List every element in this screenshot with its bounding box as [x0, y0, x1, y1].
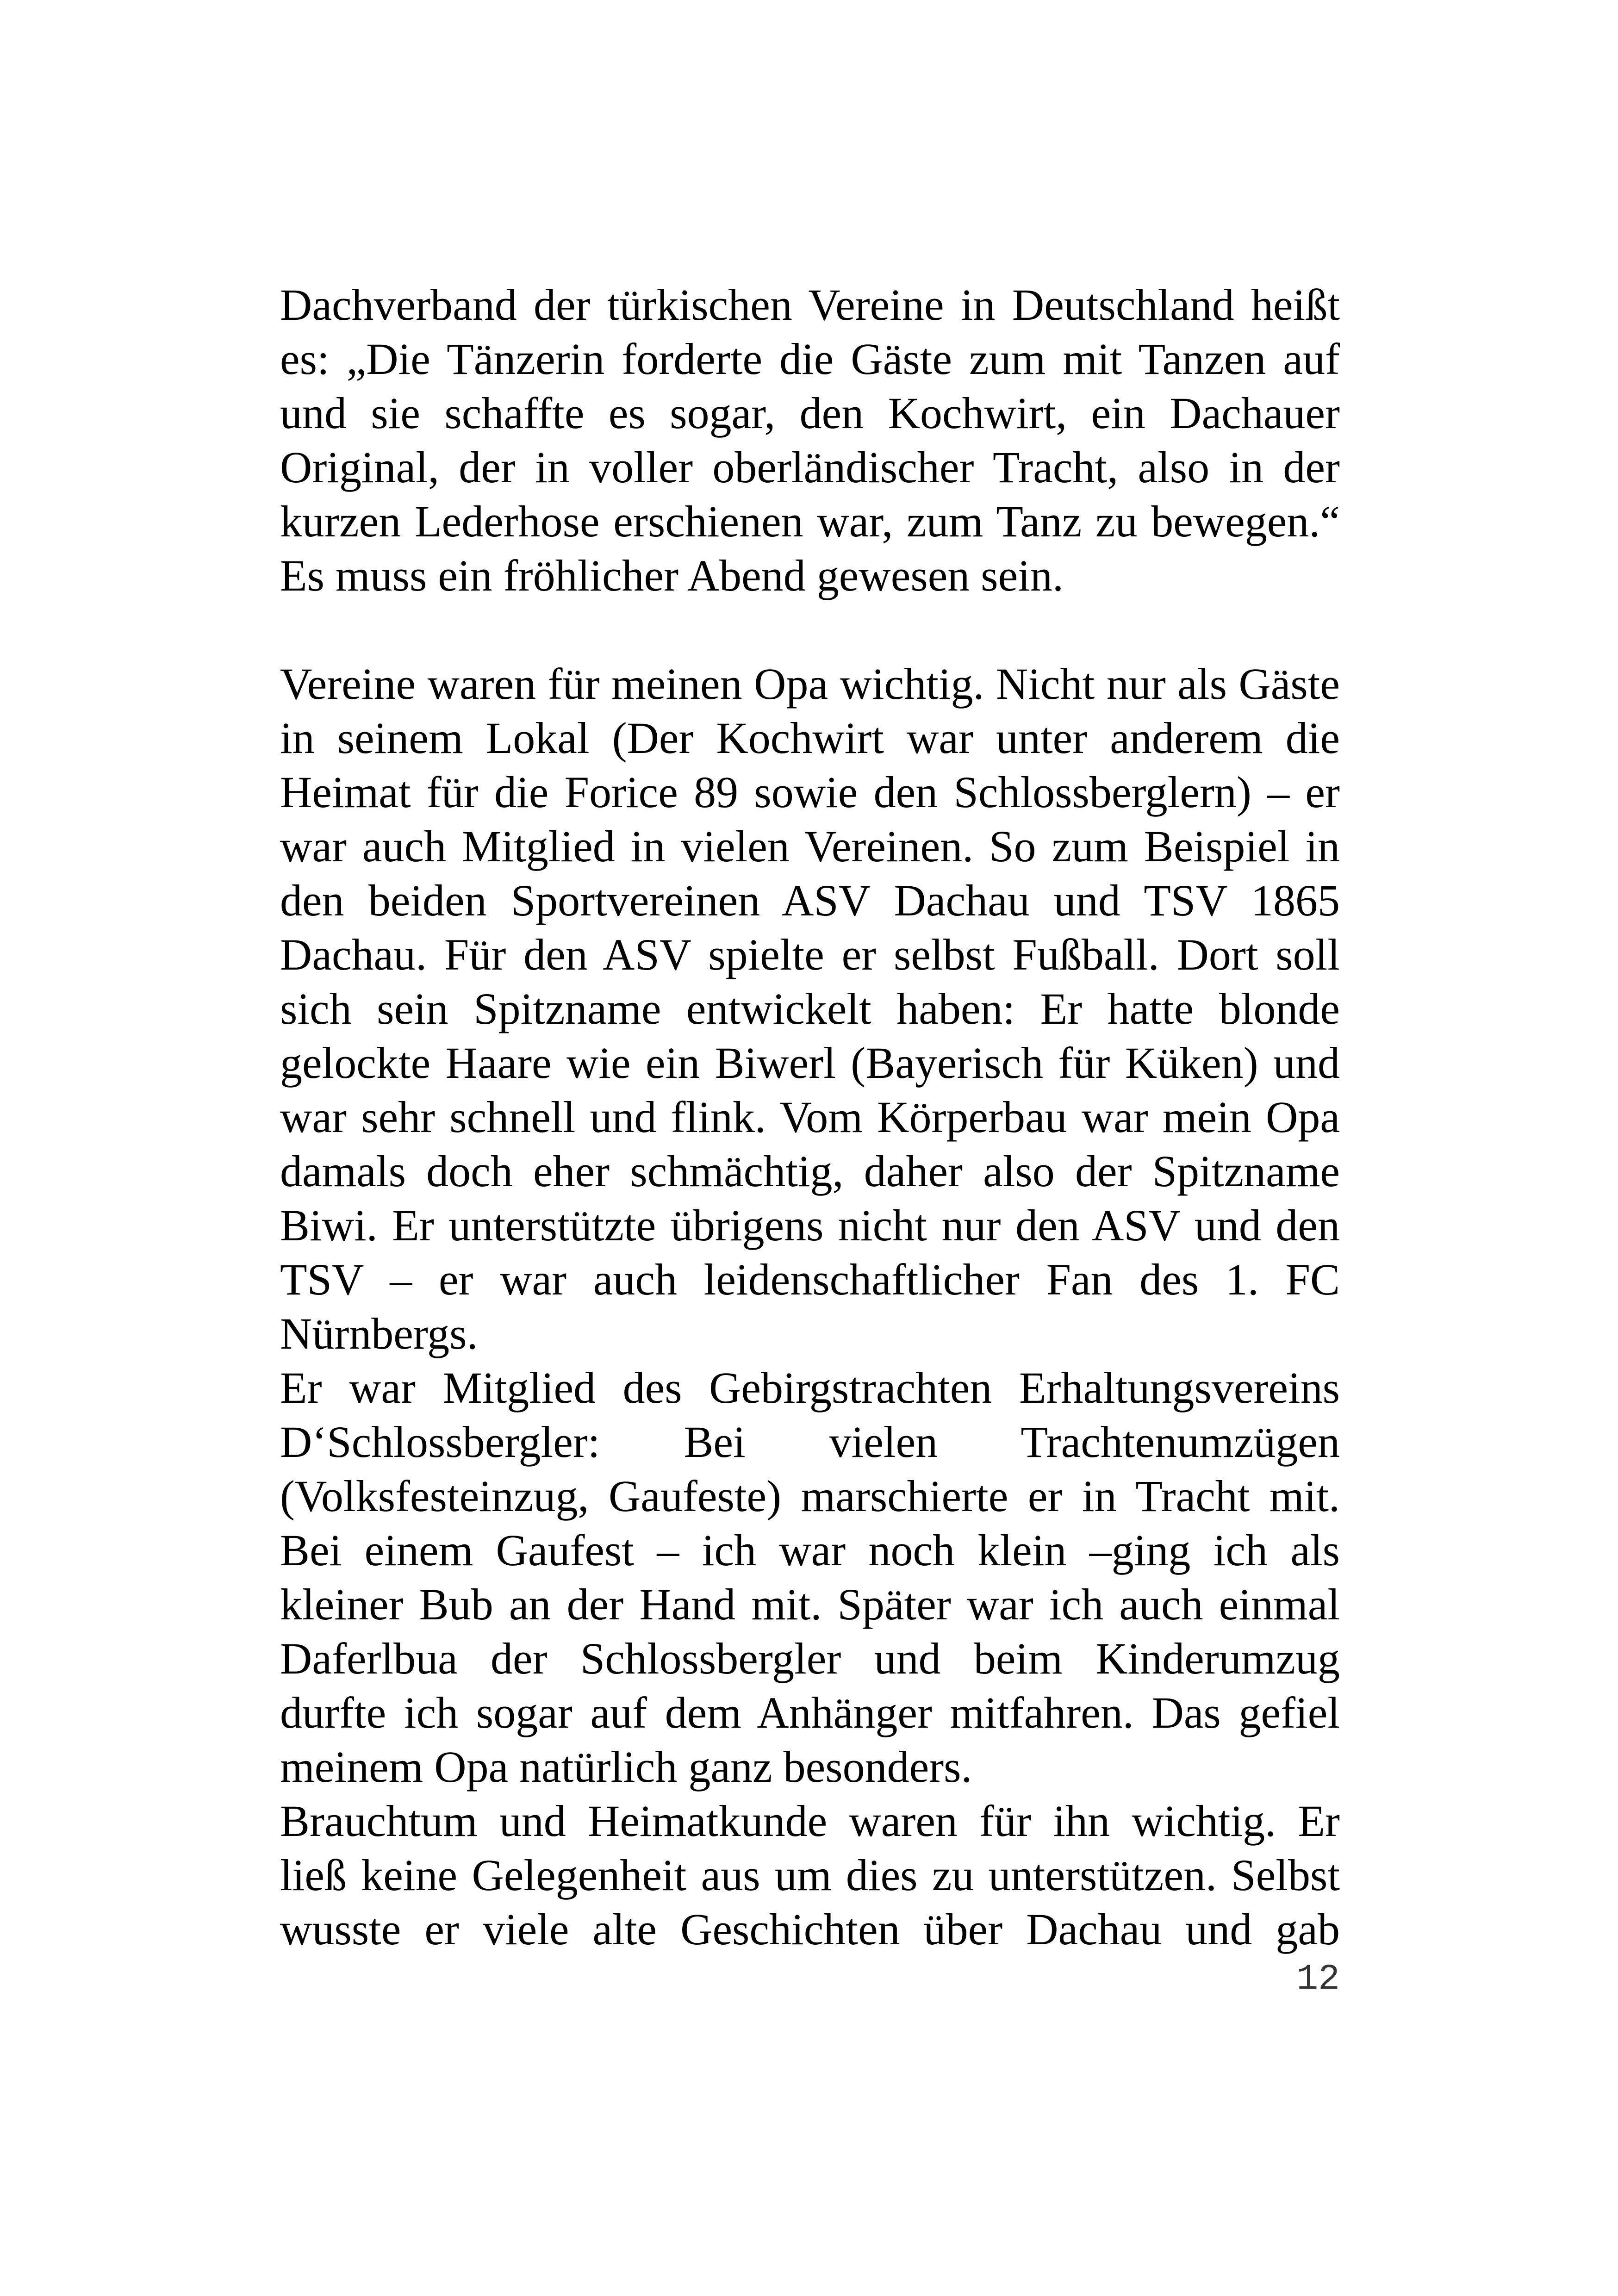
- paragraph-2: Vereine waren für meinen Opa wichtig. Nicht nur als Gäste in seinem Lokal (Der Kochwirt war unter anderem die Heimat für die Forice 89 sowie den Schlossberglern) – er war auch Mitglied in vielen Vereinen. So zum Beispiel in den beiden Sportvereinen ASV Dachau und TSV 1865 Dachau. Für den ASV spielte er selbst Fußball. Dort soll sich sein Spitzname entwickelt haben: Er hatte blonde gelockte Haare wie ein Biwerl (Bayerisch für Küken) und war sehr schnell und flink. Vom Körperbau war mein Opa damals doch eher schmächtig, daher also der Spitzname Biwi. Er unterstützte übrigens nicht nur den ASV und den TSV – er war auch leidenschaftlicher Fan des 1. FC Nürnbergs.: [280, 659, 1340, 1358]
- paragraph-3: Er war Mitglied des Gebirgstrachten Erhaltungsvereins D‘Schlossbergler: Bei vielen Trachtenumzügen (Volksfesteinzug, Gaufeste) marschierte er in Tracht mit. Bei einem Gaufest – ich war noch klein –ging ich als kleiner Bub an der Hand mit. Später war ich auch einmal Daferlbua der Schlossbergler und beim Kinderumzug durfte ich sogar auf dem Anhänger mitfahren. Das gefiel meinem Opa natürlich ganz besonders.: [280, 1363, 1340, 1792]
- paragraph-1: Dachverband der türkischen Vereine in Deutschland heißt es: „Die Tänzerin forderte die Gäste zum mit Tanzen auf und sie schaffte es sogar, den Kochwirt, ein Dachauer Original, der in voller oberländischer Tracht, also in der kurzen Lederhose erschienen war, zum Tanz zu bewegen.“ Es muss ein fröhlicher Abend gewesen sein.: [280, 280, 1340, 600]
- body-text: [280, 278, 1340, 1956]
- paragraph-4: Brauchtum und Heimatkunde waren für ihn wichtig. Er ließ keine Gelegenheit aus um dies zu unterstützen. Selbst wusste er viele alte Geschichten über Dachau und gab: [280, 1796, 1340, 1954]
- page-number: 12: [1296, 1959, 1340, 2000]
